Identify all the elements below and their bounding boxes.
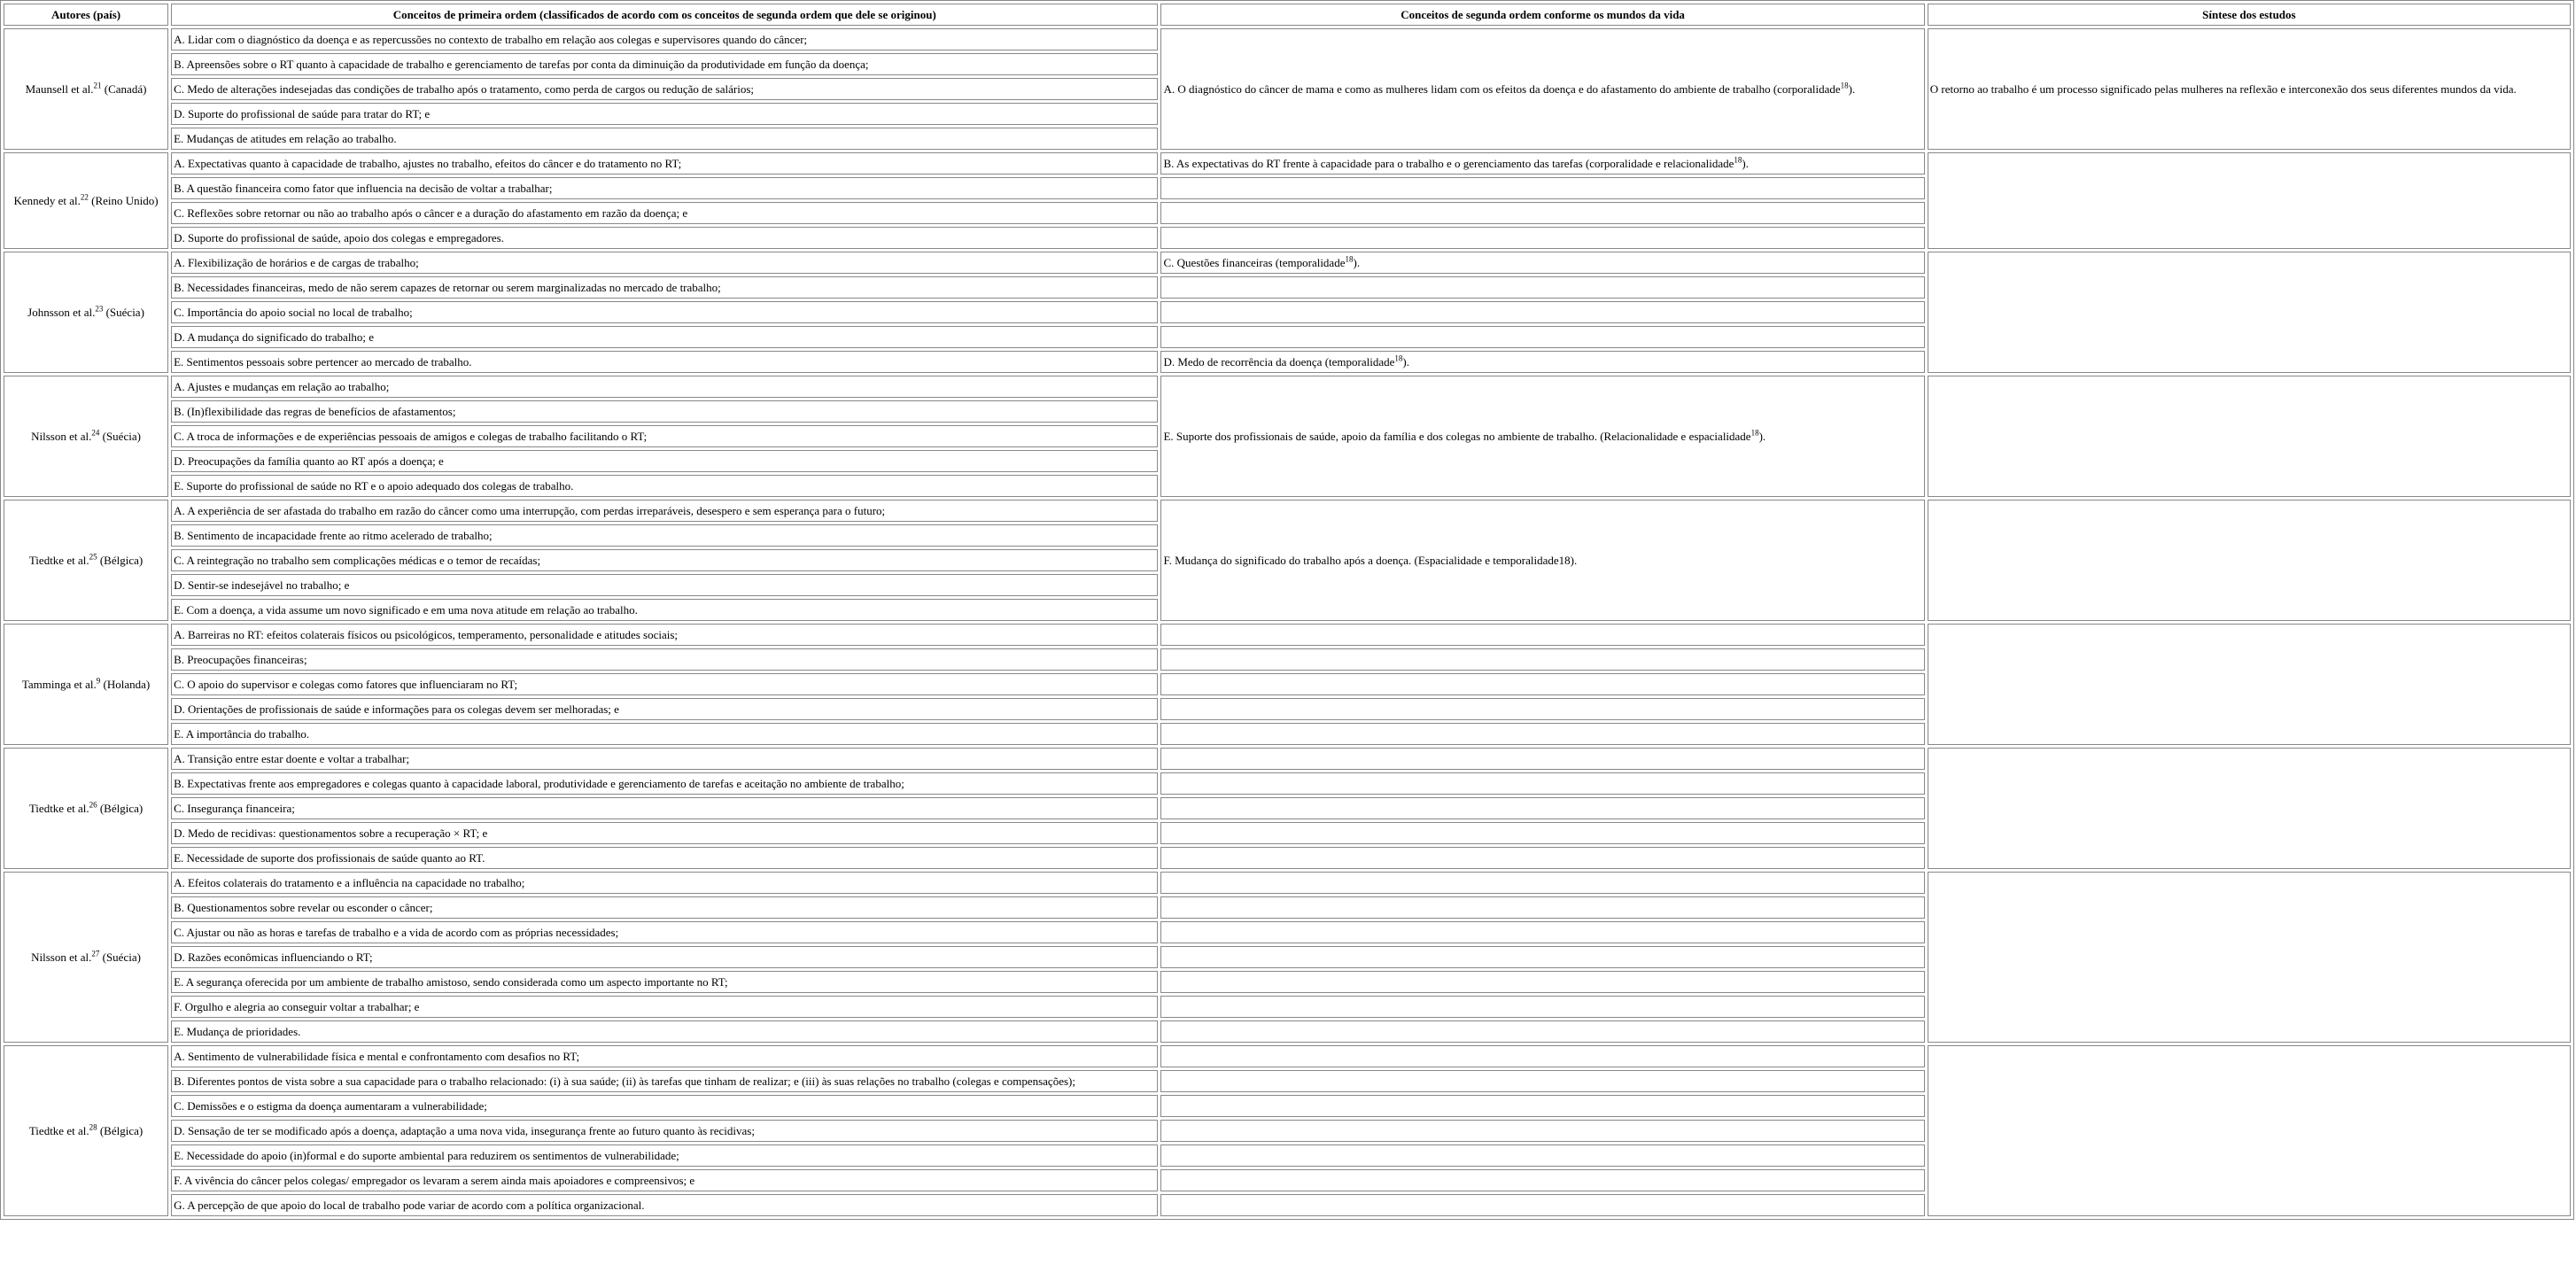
synthesis-empty xyxy=(1928,252,2571,373)
author-name: Kennedy et al. xyxy=(13,193,81,207)
second-order-empty xyxy=(1160,723,1924,745)
first-order-concept: A. Flexibilização de horários e de cargas de trabalho; xyxy=(171,252,1158,274)
author-country: (Bélgica) xyxy=(97,1123,144,1137)
first-order-concept: B. (In)flexibilidade das regras de benefícios de afastamentos; xyxy=(171,400,1158,423)
first-order-concept: D. A mudança do significado do trabalho; e xyxy=(171,326,1158,348)
second-order-empty xyxy=(1160,1194,1924,1216)
author-cell xyxy=(4,152,168,249)
second-order-empty xyxy=(1160,1020,1924,1043)
second-order-concept-a: A. O diagnóstico do câncer de mama e como as mulheres lidam com os efeitos da doença e do afastamento do ambiente de trabalho (corporalidade$^{18}$). xyxy=(1160,28,1924,150)
second-order-concept-f: F. Mudança do significado do trabalho após a doença. (Espacialidade e temporalidade18). xyxy=(1160,500,1924,621)
table-row xyxy=(4,748,2571,770)
first-order-concept: F. Orgulho e alegria ao conseguir voltar a trabalhar; e xyxy=(171,996,1158,1018)
second-order-empty xyxy=(1160,896,1924,919)
author-cell xyxy=(4,28,168,150)
first-order-concept: F. A vivência do câncer pelos colegas/ empregador os levaram a serem ainda mais apoiadores e compreensivos; e xyxy=(171,1169,1158,1191)
author-ref: 26 xyxy=(89,800,97,810)
second-order-empty xyxy=(1160,921,1924,943)
first-order-concept: G. A percepção de que apoio do local de trabalho pode variar de acordo com a política organizacional. xyxy=(171,1194,1158,1216)
author-ref: 27 xyxy=(91,949,100,958)
first-order-concept: A. Transição entre estar doente e voltar a trabalhar; xyxy=(171,748,1158,770)
author-cell xyxy=(4,376,168,497)
synthesis-empty xyxy=(1928,152,2571,249)
second-order-empty xyxy=(1160,202,1924,224)
first-order-concept: E. Mudança de prioridades. xyxy=(171,1020,1158,1043)
synthesis-empty xyxy=(1928,376,2571,497)
first-order-concept: A. Sentimento de vulnerabilidade física e mental e confrontamento com desafios no RT; xyxy=(171,1045,1158,1067)
author-name: Tiedtke et al. xyxy=(28,1123,89,1137)
synthesis-empty xyxy=(1928,500,2571,621)
first-order-concept: E. Sentimentos pessoais sobre pertencer ao mercado de trabalho. xyxy=(171,351,1158,373)
first-order-concept: C. A troca de informações e de experiências pessoais de amigos e colegas de trabalho facilitando o RT; xyxy=(171,425,1158,447)
first-order-concept: C. Demissões e o estigma da doença aumentaram a vulnerabilidade; xyxy=(171,1095,1158,1117)
first-order-concept: B. Questionamentos sobre revelar ou esconder o câncer; xyxy=(171,896,1158,919)
author-cell xyxy=(4,252,168,373)
first-order-concept: A. Barreiras no RT: efeitos colaterais físicos ou psicológicos, temperamento, personalidade e atitudes sociais; xyxy=(171,624,1158,646)
first-order-concept: E. Com a doença, a vida assume um novo significado e em uma nova atitude em relação ao trabalho. xyxy=(171,599,1158,621)
second-order-empty xyxy=(1160,946,1924,968)
second-order-empty xyxy=(1160,177,1924,199)
first-order-concept: C. Insegurança financeira; xyxy=(171,797,1158,819)
second-order-empty xyxy=(1160,673,1924,695)
header-row xyxy=(4,4,2571,26)
author-country: (Suécia) xyxy=(99,950,141,964)
first-order-concept: D. Medo de recidivas: questionamentos sobre a recuperação × RT; e xyxy=(171,822,1158,844)
first-order-concept: C. Medo de alterações indesejadas das condições de trabalho após o tratamento, como perda de cargos ou redução de salários; xyxy=(171,78,1158,100)
synthesis-empty xyxy=(1928,624,2571,745)
second-order-empty xyxy=(1160,326,1924,348)
second-order-empty xyxy=(1160,1169,1924,1191)
first-order-concept: B. Apreensões sobre o RT quanto à capacidade de trabalho e gerenciamento de tarefas por conta da diminuição da produtividade em função da doença; xyxy=(171,53,1158,75)
synthesis-text: O retorno ao trabalho é um processo significado pelas mulheres na reflexão e interconexão dos seus diferentes mundos da vida. xyxy=(1928,28,2571,150)
first-order-concept: B. Necessidades financeiras, medo de não serem capazes de retornar ou serem marginalizadas no mercado de trabalho; xyxy=(171,276,1158,299)
first-order-concept: D. Suporte do profissional de saúde, apoio dos colegas e empregadores. xyxy=(171,227,1158,249)
first-order-concept: D. Sentir-se indesejável no trabalho; e xyxy=(171,574,1158,596)
author-country: (Bélgica) xyxy=(97,801,144,815)
first-order-concept: B. A questão financeira como fator que influencia na decisão de voltar a trabalhar; xyxy=(171,177,1158,199)
author-cell xyxy=(4,1045,168,1216)
first-order-concept: C. Ajustar ou não as horas e tarefas de trabalho e a vida de acordo com as próprias necessidades; xyxy=(171,921,1158,943)
table-row xyxy=(4,152,2571,175)
first-order-concept: B. Expectativas frente aos empregadores e colegas quanto à capacidade laboral, produtividade e gerenciamento de tarefas e aceitação no ambiente de trabalho; xyxy=(171,772,1158,795)
synthesis-empty xyxy=(1928,748,2571,869)
first-order-concept: B. Diferentes pontos de vista sobre a sua capacidade para o trabalho relacionado: (i) à sua saúde; (ii) às tarefas que tinham de realizar; e (iii) às suas relações no trabalho (colegas e compensações); xyxy=(171,1070,1158,1092)
table-row xyxy=(4,28,2571,50)
first-order-concept: C. O apoio do supervisor e colegas como fatores que influenciaram no RT; xyxy=(171,673,1158,695)
synthesis-empty xyxy=(1928,872,2571,1043)
second-order-empty xyxy=(1160,301,1924,323)
second-order-empty xyxy=(1160,872,1924,894)
table-row xyxy=(4,1045,2571,1067)
second-order-empty xyxy=(1160,624,1924,646)
first-order-concept: A. A experiência de ser afastada do trabalho em razão do câncer como uma interrupção, com perdas irreparáveis, desespero e sem esperança para o futuro; xyxy=(171,500,1158,522)
author-ref: 22 xyxy=(80,192,89,202)
author-cell xyxy=(4,500,168,621)
table-row xyxy=(4,376,2571,398)
second-order-empty xyxy=(1160,847,1924,869)
author-country: (Holanda) xyxy=(100,677,151,691)
header-second-order: Conceitos de segunda ordem conforme os mundos da vida xyxy=(1160,4,1924,26)
second-order-empty xyxy=(1160,1095,1924,1117)
author-ref: 21 xyxy=(93,81,102,90)
second-order-concept-b: B. As expectativas do RT frente à capacidade para o trabalho e o gerenciamento das tarefas (corporalidade e relacionalidade$^{18}$). xyxy=(1160,152,1924,175)
second-order-empty xyxy=(1160,1070,1924,1092)
author-name: Tiedtke et al. xyxy=(28,801,89,815)
first-order-concept: A. Efeitos colaterais do tratamento e a influência na capacidade no trabalho; xyxy=(171,872,1158,894)
first-order-concept: D. Sensação de ter se modificado após a doença, adaptação a uma nova vida, insegurança frente ao futuro quanto às recidivas; xyxy=(171,1120,1158,1142)
author-name: Tamminga et al. xyxy=(21,677,97,691)
second-order-empty xyxy=(1160,1120,1924,1142)
author-ref: 28 xyxy=(89,1122,97,1132)
author-country: (Suécia) xyxy=(103,305,144,319)
author-cell xyxy=(4,624,168,745)
first-order-concept: C. Importância do apoio social no local de trabalho; xyxy=(171,301,1158,323)
author-country: (Suécia) xyxy=(99,429,141,443)
first-order-concept: D. Suporte do profissional de saúde para tratar do RT; e xyxy=(171,103,1158,125)
second-order-empty xyxy=(1160,698,1924,720)
first-order-concept: B. Preocupações financeiras; xyxy=(171,648,1158,671)
second-order-empty xyxy=(1160,996,1924,1018)
second-order-empty xyxy=(1160,227,1924,249)
second-order-empty xyxy=(1160,1045,1924,1067)
second-order-empty xyxy=(1160,276,1924,299)
second-order-concept-e: E. Suporte dos profissionais de saúde, apoio da família e dos colegas no ambiente de trabalho. (Relacionalidade e espacialidade$^{18}$). xyxy=(1160,376,1924,497)
first-order-concept: D. Razões econômicas influenciando o RT; xyxy=(171,946,1158,968)
header-synthesis: Síntese dos estudos xyxy=(1928,4,2571,26)
author-name: Nilsson et al. xyxy=(31,950,92,964)
second-order-concept-d: D. Medo de recorrência da doença (temporalidade$^{18}$). xyxy=(1160,351,1924,373)
first-order-concept: E. Necessidade do apoio (in)formal e do suporte ambiental para reduzirem os sentimentos de vulnerabilidade; xyxy=(171,1144,1158,1167)
second-order-concept-c: C. Questões financeiras (temporalidade$^{18}$). xyxy=(1160,252,1924,274)
author-name: Nilsson et al. xyxy=(31,429,92,443)
second-order-empty xyxy=(1160,1144,1924,1167)
author-name: Maunsell et al. xyxy=(25,81,94,96)
author-country: (Bélgica) xyxy=(97,553,144,567)
author-name: Tiedtke et al. xyxy=(28,553,89,567)
author-name: Johnsson et al. xyxy=(27,305,96,319)
header-first-order: Conceitos de primeira ordem (classificados de acordo com os conceitos de segunda ordem que dele se originou) xyxy=(171,4,1158,26)
table-row xyxy=(4,624,2571,646)
second-order-empty xyxy=(1160,748,1924,770)
first-order-concept: E. Necessidade de suporte dos profissionais de saúde quanto ao RT. xyxy=(171,847,1158,869)
author-ref: 25 xyxy=(89,552,97,562)
first-order-concept: E. A segurança oferecida por um ambiente de trabalho amistoso, sendo considerada como um aspecto importante no RT; xyxy=(171,971,1158,993)
first-order-concept: C. A reintegração no trabalho sem complicações médicas e o temor de recaídas; xyxy=(171,549,1158,571)
first-order-concept: E. A importância do trabalho. xyxy=(171,723,1158,745)
table-row xyxy=(4,872,2571,894)
table-row xyxy=(4,500,2571,522)
author-ref: 24 xyxy=(91,428,100,438)
second-order-empty xyxy=(1160,772,1924,795)
first-order-concept: E. Suporte do profissional de saúde no RT e o apoio adequado dos colegas de trabalho. xyxy=(171,475,1158,497)
first-order-concept: D. Orientações de profissionais de saúde e informações para os colegas devem ser melhoradas; e xyxy=(171,698,1158,720)
second-order-empty xyxy=(1160,797,1924,819)
author-country: (Canadá) xyxy=(101,81,147,96)
first-order-concept: A. Expectativas quanto à capacidade de trabalho, ajustes no trabalho, efeitos do câncer e do tratamento no RT; xyxy=(171,152,1158,175)
second-order-empty xyxy=(1160,971,1924,993)
author-ref: 23 xyxy=(95,304,104,314)
author-ref: 9 xyxy=(96,676,101,686)
author-cell xyxy=(4,748,168,869)
table-row xyxy=(4,252,2571,274)
first-order-concept: B. Sentimento de incapacidade frente ao ritmo acelerado de trabalho; xyxy=(171,524,1158,547)
first-order-concept: E. Mudanças de atitudes em relação ao trabalho. xyxy=(171,128,1158,150)
header-authors: Autores (país) xyxy=(4,4,168,26)
first-order-concept: A. Ajustes e mudanças em relação ao trabalho; xyxy=(171,376,1158,398)
author-cell xyxy=(4,872,168,1043)
author-country: (Reino Unido) xyxy=(88,193,159,207)
second-order-empty xyxy=(1160,822,1924,844)
first-order-concept: C. Reflexões sobre retornar ou não ao trabalho após o câncer e a duração do afastamento em razão da doença; e xyxy=(171,202,1158,224)
synthesis-empty xyxy=(1928,1045,2571,1216)
first-order-concept: A. Lidar com o diagnóstico da doença e as repercussões no contexto de trabalho em relação aos colegas e supervisores quando do câncer; xyxy=(171,28,1158,50)
second-order-empty xyxy=(1160,648,1924,671)
first-order-concept: D. Preocupações da família quanto ao RT após a doença; e xyxy=(171,450,1158,472)
